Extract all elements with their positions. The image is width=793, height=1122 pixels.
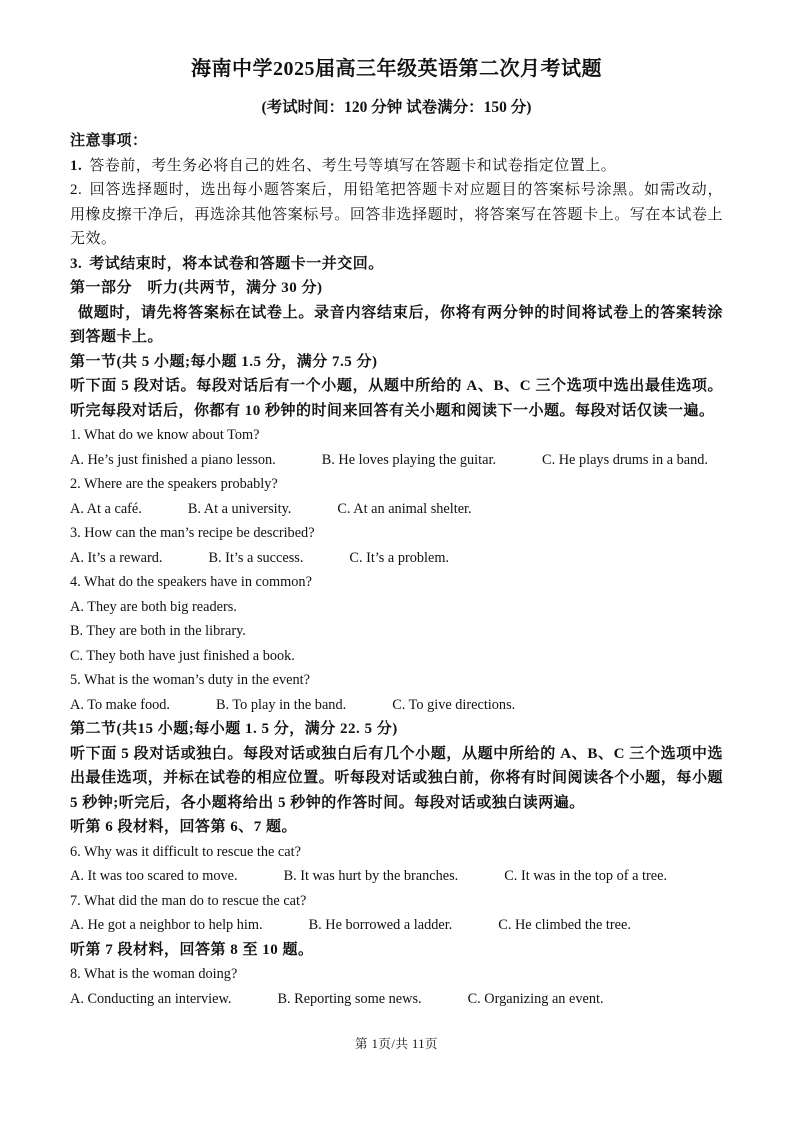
question-stem: 1. What do we know about Tom? [70,427,260,443]
item-number: 2. [70,182,83,198]
question-options [70,546,723,571]
question-stem: 2. Where are the speakers probably? [70,476,278,492]
question-options [70,448,723,473]
notice-item-2 [70,178,723,252]
question-options [70,987,723,1012]
option-b: B. He loves playing the guitar. [321,451,497,468]
part1-intro: 做题时，请先将答案标在试卷上。录音内容结束后，你将有两分钟的时间将试卷上的答案转涂到答题卡上。 [70,304,723,345]
notice-item-1 [70,154,723,179]
question-stem: 4. What do the speakers have in common? [70,574,312,590]
section1-heading: 第一节(共 5 小题;每小题 1.5 分，满分 7.5 分) [70,353,378,370]
option-b: B. He borrowed a ladder. [308,917,453,933]
part1-heading: 第一部分 听力(共两节，满分 30 分) [70,280,323,296]
notice-item-3 [70,252,723,277]
option-a: A. He’s just finished a piano lesson. [70,451,276,468]
exam-title: 海南中学2025届高三年级英语第二次月考试题 [191,58,602,80]
page-number: 第 1页/共 11页 [354,1037,438,1051]
item-number: 3. [70,255,83,272]
option-c: C. Organizing an event. [467,990,604,1007]
item-text: 考试结束时，将本试卷和答题卡一并交回。 [89,255,384,272]
option-a: A. They are both big readers. [70,598,237,615]
question-options [70,864,723,889]
exam-subtitle: (考试时间：120 分钟 试卷满分：150 分) [261,99,532,116]
question-stem: 5. What is the woman’s duty in the event? [70,672,310,688]
option-b: B. They are both in the library. [70,623,246,639]
question-stem: 3. How can the man’s recipe be described? [70,525,315,541]
option-c: C. It was in the top of a tree. [504,868,668,884]
option-c: C. He climbed the tree. [498,917,631,933]
material-heading: 听第 6 段材料，回答第 6、7 题。 [70,819,298,835]
option-b: B. It’s a success. [208,549,304,566]
section2-heading: 第二节(共15 小题;每小题 1. 5 分，满分 22. 5 分) [70,721,398,737]
option-c: C. They both have just finished a book. [70,647,295,664]
option-a: A. To make food. [70,696,170,713]
section2-instructions: 听下面 5 段对话或独白。每段对话或独白后有几个小题，从题中所给的 A、B、C 三个选项中选出最佳选项，并标在试卷的相应位置。听每段对话或独白前，你将有时间阅读各个小题，每小题 5 秒钟;听完后，各小题将给出 5 秒钟的作答时间。每段对话或独白读两遍。 [70,745,723,811]
question-options [70,693,723,718]
option-c: C. It’s a problem. [349,549,450,566]
question-options [70,913,723,938]
question-stem: 8. What is the woman doing? [70,966,238,982]
option-a: A. It was too scared to move. [70,868,238,884]
option-c: C. He plays drums in a band. [542,451,709,468]
option-b: B. At a university. [187,500,292,517]
item-text: 答卷前，考生务必将自己的姓名、考生号等填写在答题卡和试卷指定位置上。 [89,157,617,174]
option-b: B. Reporting some news. [277,990,422,1007]
option-b: B. It was hurt by the branches. [283,868,459,884]
option-c: C. At an animal shelter. [337,500,472,517]
option-a: A. It’s a reward. [70,549,163,566]
question-stem: 6. Why was it difficult to rescue the cat? [70,843,301,860]
option-a: A. At a café. [70,500,142,517]
section1-instructions: 听下面 5 段对话。每段对话后有一个小题，从题中所给的 A、B、C 三个选项中选出最佳选项。听完每段对话后，你都有 10 秒钟的时间来回答有关小题和阅读下一小题。每段对话仅读一遍。 [70,378,723,419]
item-text: 回答选择题时，选出每小题答案后，用铅笔把答题卡对应题目的答案标号涂黑。如需改动，用橡皮擦干净后，再选涂其他答案标号。回答非选择题时，将答案写在答题卡上。写在本试卷上无效。 [70,182,723,247]
question-options [70,497,723,522]
material-heading: 听第 7 段材料，回答第 8 至 10 题。 [70,941,314,958]
item-number: 1. [70,157,83,174]
option-a: A. He got a neighbor to help him. [70,917,263,933]
option-a: A. Conducting an interview. [70,990,232,1007]
option-b: B. To play in the band. [216,696,347,713]
question-stem: 7. What did the man do to rescue the cat? [70,892,307,909]
option-c: C. To give directions. [392,696,516,713]
notice-heading: 注意事项： [70,133,148,149]
